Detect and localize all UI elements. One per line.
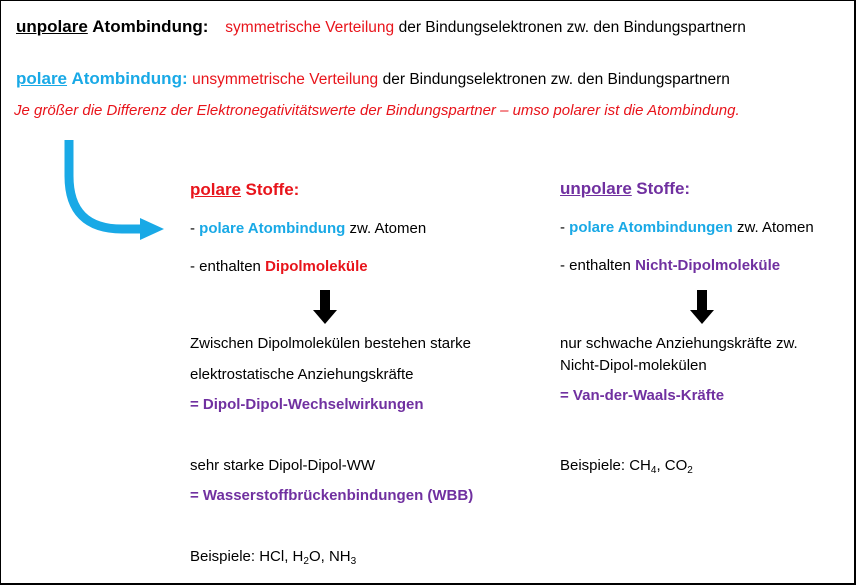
- right-contains-prefix: - enthalten: [560, 257, 631, 274]
- right-title: [560, 179, 690, 199]
- right-bond-prefix: -: [560, 219, 565, 236]
- right-contains-term: Nicht-Dipolmoleküle: [635, 257, 781, 274]
- right-effect-result: = Van-der-Waals-Kräfte: [560, 387, 725, 404]
- right-effect-line1: nur schwache Anziehungskräfte zw.: [560, 335, 798, 352]
- right-examples-sub-2: 2: [687, 465, 693, 476]
- left-examples-label: Beispiele: HCl, H: [190, 548, 304, 565]
- left-bond-prefix: -: [190, 220, 195, 237]
- left-examples-sub-3: 3: [350, 556, 357, 567]
- down-arrow-icon: [313, 290, 337, 326]
- right-examples: [560, 457, 693, 474]
- polar-def-red: unsymmetrische Verteilung: [192, 71, 379, 88]
- left-contains-term: Dipolmoleküle: [265, 258, 368, 275]
- left-contains-line: [190, 258, 368, 275]
- left-bond-term: polare Atombindung: [199, 220, 346, 237]
- polar-definition: [16, 69, 730, 89]
- left-effect-result: = Dipol-Dipol-Wechselwirkungen: [190, 396, 424, 413]
- left-bond-rest: zw. Atomen: [349, 220, 427, 237]
- left-examples-rest: O, NH: [308, 548, 351, 565]
- right-title-word: unpolare: [560, 179, 632, 198]
- left-effect-line1: Zwischen Dipolmolekülen bestehen starke: [190, 335, 471, 352]
- left-title: [190, 180, 299, 200]
- left-bond-line: [190, 220, 426, 237]
- left-title-rest: Stoffe:: [245, 180, 300, 199]
- unpolar-term-rest: Atombindung:: [92, 17, 209, 36]
- left-contains-prefix: - enthalten: [190, 258, 261, 275]
- left-effect-line2: elektrostatische Anziehungskräfte: [190, 366, 414, 383]
- right-examples-label: Beispiele: CH: [560, 457, 651, 474]
- polar-term-rest: Atombindung:: [71, 69, 188, 88]
- curved-arrow-icon: [50, 138, 170, 248]
- left-strong-result: = Wasserstoffbrückenbindungen (WBB): [190, 487, 474, 504]
- right-bond-line: [560, 219, 814, 236]
- unpolar-def-red: symmetrische Verteilung: [225, 19, 395, 36]
- electronegativity-rule: Je größer die Differenz der Elektronegativitätswerte der Bindungspartner – umso polarer ist die Atombindung.: [14, 102, 740, 119]
- right-bond-term: polare Atombindungen: [569, 219, 733, 236]
- right-title-rest: Stoffe:: [636, 179, 691, 198]
- left-examples: [190, 548, 356, 565]
- left-examples-sub-2: 2: [303, 556, 309, 567]
- left-strong-line: sehr starke Dipol-Dipol-WW: [190, 457, 376, 474]
- left-title-word: polare: [190, 180, 242, 199]
- right-contains-line: [560, 257, 780, 274]
- right-effect-line2: Nicht-Dipol-molekülen: [560, 357, 707, 374]
- unpolar-definition: [16, 17, 746, 37]
- unpolar-term-word: unpolare: [16, 17, 88, 36]
- unpolar-def-rest: der Bindungselektronen zw. den Bindungspartnern: [398, 19, 746, 36]
- polar-term-word: polare: [16, 69, 68, 88]
- right-examples-rest: , CO: [656, 457, 688, 474]
- right-examples-sub-4: 4: [650, 465, 657, 476]
- down-arrow-icon: [690, 290, 714, 326]
- right-bond-rest: zw. Atomen: [736, 219, 814, 236]
- polar-def-rest: der Bindungselektronen zw. den Bindungspartnern: [382, 71, 730, 88]
